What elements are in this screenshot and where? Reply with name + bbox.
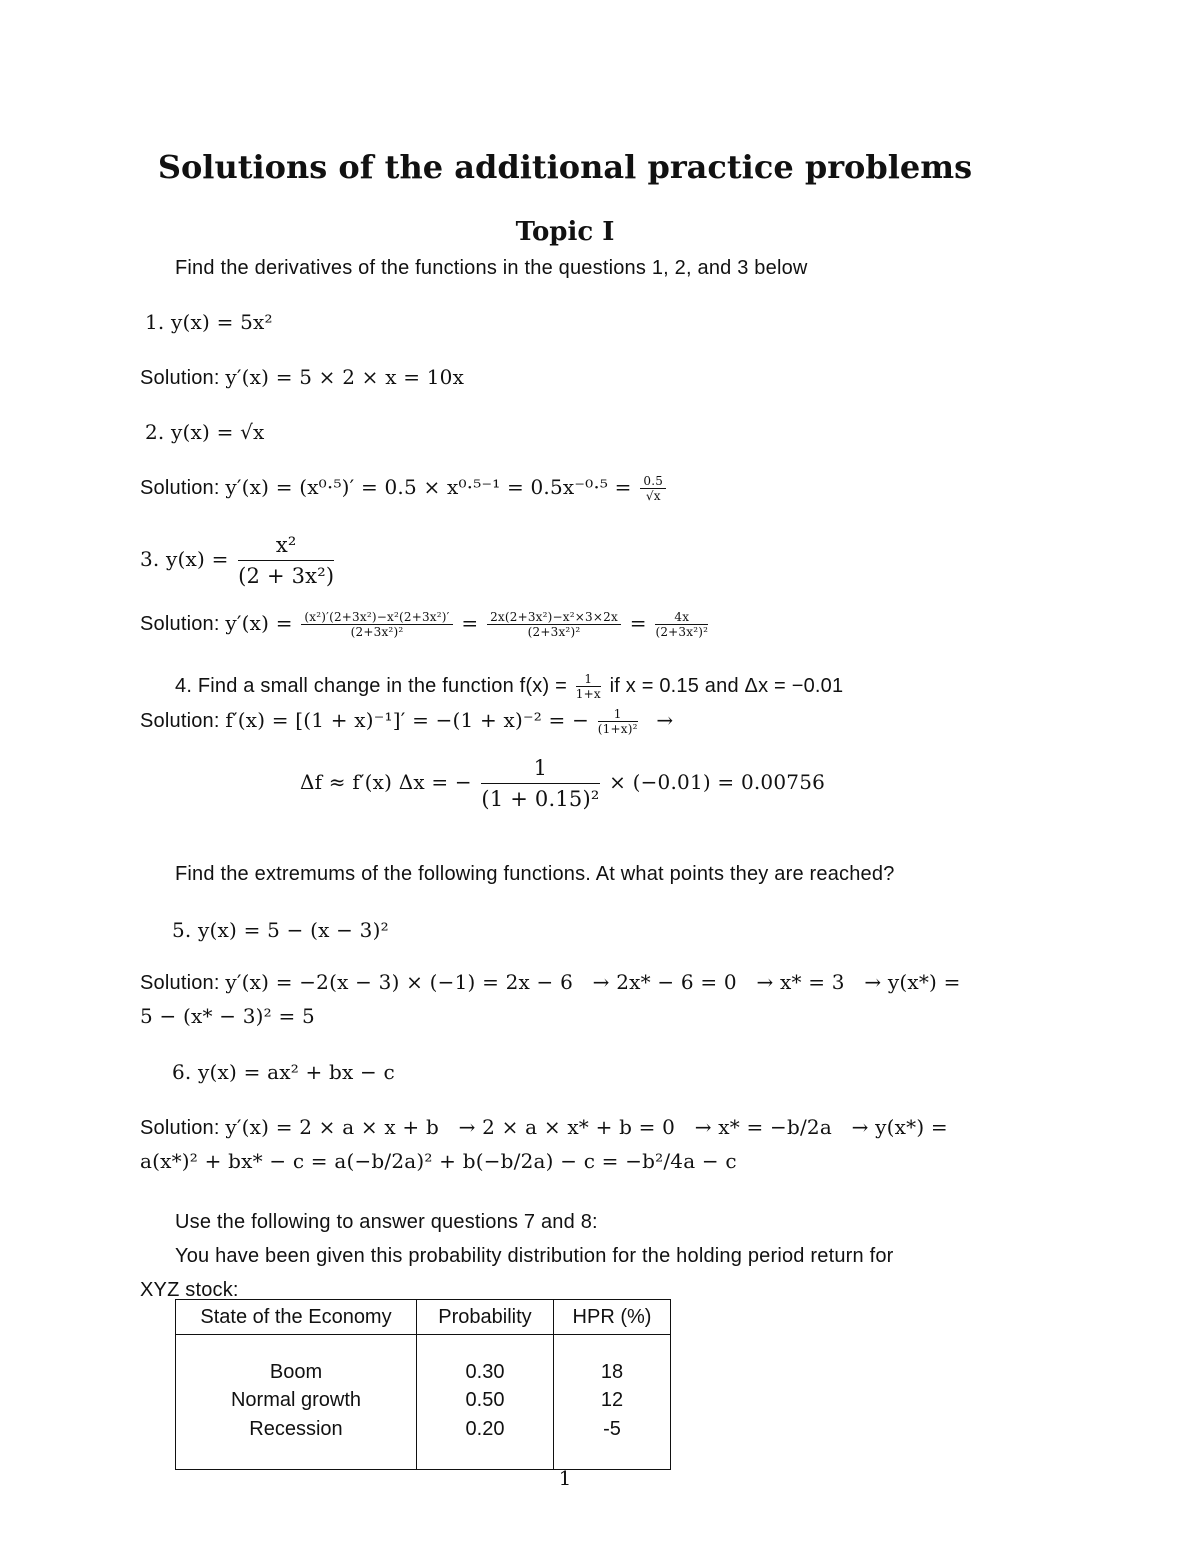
equation-tail: × (−0.01) = 0.00756 [609, 770, 826, 794]
delta-equation [300, 752, 825, 814]
solution-label: Solution: [140, 972, 220, 994]
question-4 [175, 672, 843, 701]
fraction [640, 474, 666, 503]
column-header: HPR (%) [554, 1300, 671, 1335]
fraction [598, 707, 638, 736]
numerator: x² [238, 530, 334, 561]
column-header: Probability [417, 1300, 554, 1335]
denominator: (2 + 3x²) [238, 564, 335, 588]
question-5: 5. y(x) = 5 − (x − 3)² [172, 918, 389, 942]
solution-4 [140, 707, 673, 736]
fraction [301, 610, 452, 639]
fraction [238, 530, 334, 591]
solution-6-continued: a(x*)² + bx* − c = a(−b/2a)² + b(−b/2a) − c = −b²/4a − c [140, 1149, 737, 1173]
numerator: 0.5 [640, 474, 666, 489]
solution-label: Solution: [140, 613, 220, 635]
numerator: (x²)′(2+3x²)−x²(2+3x²)′ [301, 610, 452, 625]
table-cell: 12 [554, 1384, 671, 1418]
question-lead: 3. y(x) = [140, 547, 229, 571]
table-cell: Boom [176, 1335, 417, 1384]
fraction [655, 610, 708, 639]
question-1: 1. y(x) = 5x² [145, 310, 273, 334]
table-cell: Normal growth [176, 1384, 417, 1418]
topic-heading: Topic I [515, 217, 615, 247]
denominator: (2+3x²)² [527, 625, 581, 640]
question-6: 6. y(x) = ax² + bx − c [172, 1060, 395, 1084]
derivatives-intro: Find the derivatives of the functions in the questions 1, 2, and 3 below [175, 257, 808, 279]
given-text: You have been given this probability distribution for the holding period return for [175, 1245, 894, 1267]
solution-1 [140, 364, 464, 391]
denominator: √x [645, 489, 661, 504]
solution-math: y′(x) = [225, 611, 293, 635]
fraction [487, 610, 621, 639]
use-following-text: Use the following to answer questions 7 and 8: [175, 1211, 598, 1233]
numerator: 1 [481, 753, 599, 784]
solution-label: Solution: [140, 710, 220, 732]
table-cell: 0.50 [417, 1384, 554, 1418]
solution-6 [140, 1114, 948, 1141]
numerator: 2x(2+3x²)−x²×3×2x [487, 610, 621, 625]
table-row [176, 1335, 671, 1384]
fraction [576, 672, 601, 701]
table-header-row [176, 1300, 671, 1335]
solution-math: y′(x) = −2(x − 3) × (−1) = 2x − 6 → 2x* − 6 = 0 → x* = 3 → y(x*) = [225, 970, 961, 994]
denominator: (1+x)² [597, 722, 638, 737]
table-cell: Recession [176, 1418, 417, 1470]
solution-5 [140, 969, 961, 996]
equals: = [629, 611, 647, 635]
table-cell: 0.20 [417, 1418, 554, 1470]
denominator: 1+x [575, 687, 601, 701]
solution-label: Solution: [140, 367, 220, 389]
table-cell: 0.30 [417, 1335, 554, 1384]
numerator: 1 [598, 707, 638, 722]
table-row [176, 1384, 671, 1418]
table-row [176, 1418, 671, 1470]
solution-math: y′(x) = 2 × a × x + b → 2 × a × x* + b = 0 → x* = −b/2a → y(x*) = [225, 1115, 948, 1139]
denominator: (2+3x²)² [655, 625, 709, 640]
question-lead: 4. Find a small change in the function f(x) = [175, 674, 567, 697]
question-tail: if x = 0.15 and Δx = −0.01 [609, 674, 844, 697]
given-text-continued: XYZ stock: [140, 1279, 239, 1301]
page-number: 1 [558, 1466, 572, 1490]
document-title: Solutions of the additional practice problems [157, 148, 973, 186]
solution-2 [140, 474, 669, 503]
numerator: 1 [576, 672, 601, 687]
solution-math: y′(x) = (x⁰·⁵)′ = 0.5 × x⁰·⁵⁻¹ = 0.5x⁻⁰·⁵ = [225, 475, 632, 499]
equals: = [461, 611, 479, 635]
question-2: 2. y(x) = √x [145, 420, 265, 444]
equation-lead: Δf ≈ f′(x) Δx = − [300, 770, 472, 794]
denominator: (1 + 0.15)² [481, 787, 600, 811]
table-cell: -5 [554, 1418, 671, 1470]
table-cell: 18 [554, 1335, 671, 1384]
extrema-intro: Find the extremums of the following functions. At what points they are reached? [175, 863, 895, 885]
fraction [481, 753, 599, 814]
solution-5-continued: 5 − (x* − 3)² = 5 [140, 1004, 315, 1028]
solution-math: y′(x) = 5 × 2 × x = 10x [225, 365, 465, 389]
question-3 [140, 530, 337, 591]
numerator: 4x [655, 610, 708, 625]
solution-label: Solution: [140, 1117, 220, 1139]
solution-label: Solution: [140, 477, 220, 499]
probability-table [175, 1299, 671, 1470]
denominator: (2+3x²)² [350, 625, 404, 640]
arrow: → [656, 708, 674, 732]
column-header: State of the Economy [176, 1300, 417, 1335]
solution-math: f′(x) = [(1 + x)⁻¹]′ = −(1 + x)⁻² = − [225, 708, 590, 732]
solution-3 [140, 610, 711, 639]
